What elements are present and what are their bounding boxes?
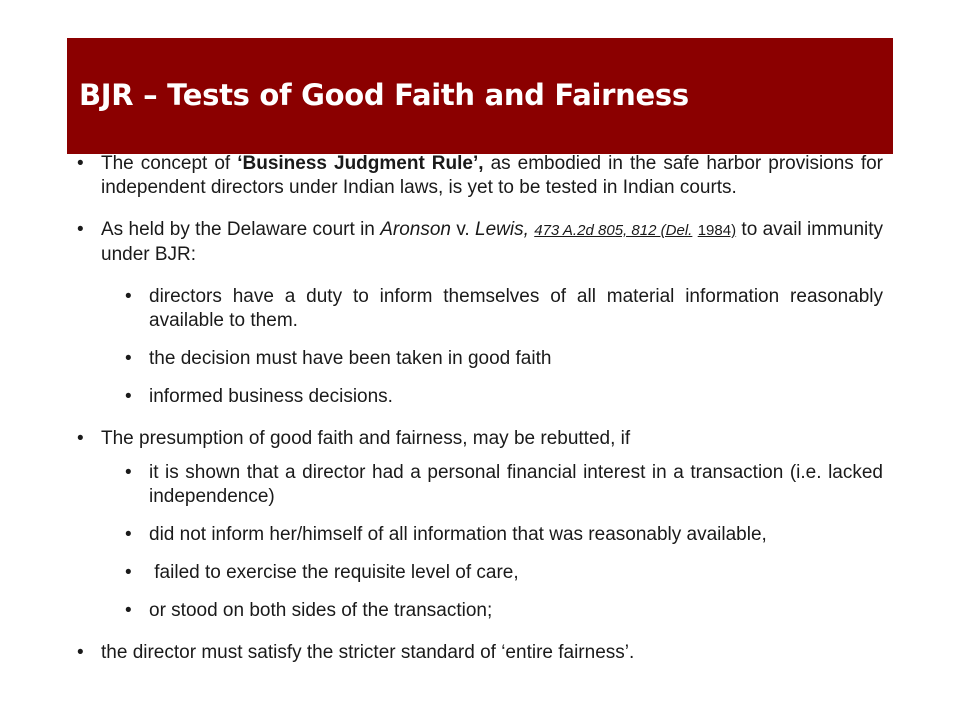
sub-bullet-text: did not inform her/himself of all information that was reasonably available, (149, 524, 767, 545)
bullet-icon: • (125, 524, 132, 545)
case-name-aronson: Aronson (380, 219, 451, 240)
bullet-icon: • (125, 462, 132, 483)
sub-bullet-text: or stood on both sides of the transaction; (149, 600, 493, 621)
text-run: the director must satisfy the stricter standard of ‘entire fairness’. (101, 642, 635, 663)
slide-content (77, 152, 883, 665)
citation-link[interactable]: 473 A.2d 805, 812 (Del. (534, 222, 693, 239)
bullet-icon: • (77, 428, 84, 449)
sub-bullet-3-3 (125, 561, 883, 585)
sub-bullet-2-2 (125, 347, 883, 371)
title-bar (67, 38, 893, 154)
sub-bullet-3-2 (125, 523, 883, 547)
sub-bullet-3-1 (125, 461, 883, 509)
bullet-icon: • (125, 286, 132, 307)
sub-bullet-text: it is shown that a director had a personal financial interest in a transaction (i.e. lacked independence) (149, 462, 883, 507)
bullet-icon: • (125, 348, 132, 369)
sub-bullet-text: the decision must have been taken in good faith (149, 348, 552, 369)
text-run: As held by the Delaware court in (101, 219, 381, 240)
citation-link-year[interactable]: 1984) (697, 222, 737, 239)
sub-bullet-3-4 (125, 599, 883, 623)
sub-bullet-2-3 (125, 385, 883, 409)
bullet-icon: • (125, 562, 132, 583)
bullet-paragraph-4 (77, 641, 883, 665)
bullet-paragraph-3 (77, 427, 883, 451)
term-bjr: ‘Business Judgment Rule’, (237, 153, 484, 174)
sub-bullet-2-1 (125, 285, 883, 333)
sub-bullet-text: directors have a duty to inform themselves of all material information reasonably available to them. (149, 286, 883, 331)
text-run: as embodied in the safe harbor provisions for independent directors under Indian laws, is yet to be tested in Indian courts. (101, 153, 884, 198)
bullet-icon: • (77, 219, 84, 240)
bullet-icon: • (77, 153, 84, 174)
text-run: v. (450, 219, 476, 240)
bullet-paragraph-2 (77, 218, 883, 267)
slide-title: BJR – Tests of Good Faith and Fairness (79, 78, 689, 112)
bullet-icon: • (125, 600, 132, 621)
case-name-lewis: Lewis, (475, 219, 529, 240)
sub-bullet-text: failed to exercise the requisite level of care, (149, 562, 519, 583)
bullet-paragraph-1 (77, 152, 883, 200)
bullet-icon: • (125, 386, 132, 407)
bullet-icon: • (77, 642, 84, 663)
text-run: The concept of (101, 153, 238, 174)
text-run: to avail immunity under BJR: (101, 219, 884, 265)
text-run: The presumption of good faith and fairness, may be rebutted, if (101, 428, 631, 449)
sub-bullet-text: informed business decisions. (149, 386, 393, 407)
